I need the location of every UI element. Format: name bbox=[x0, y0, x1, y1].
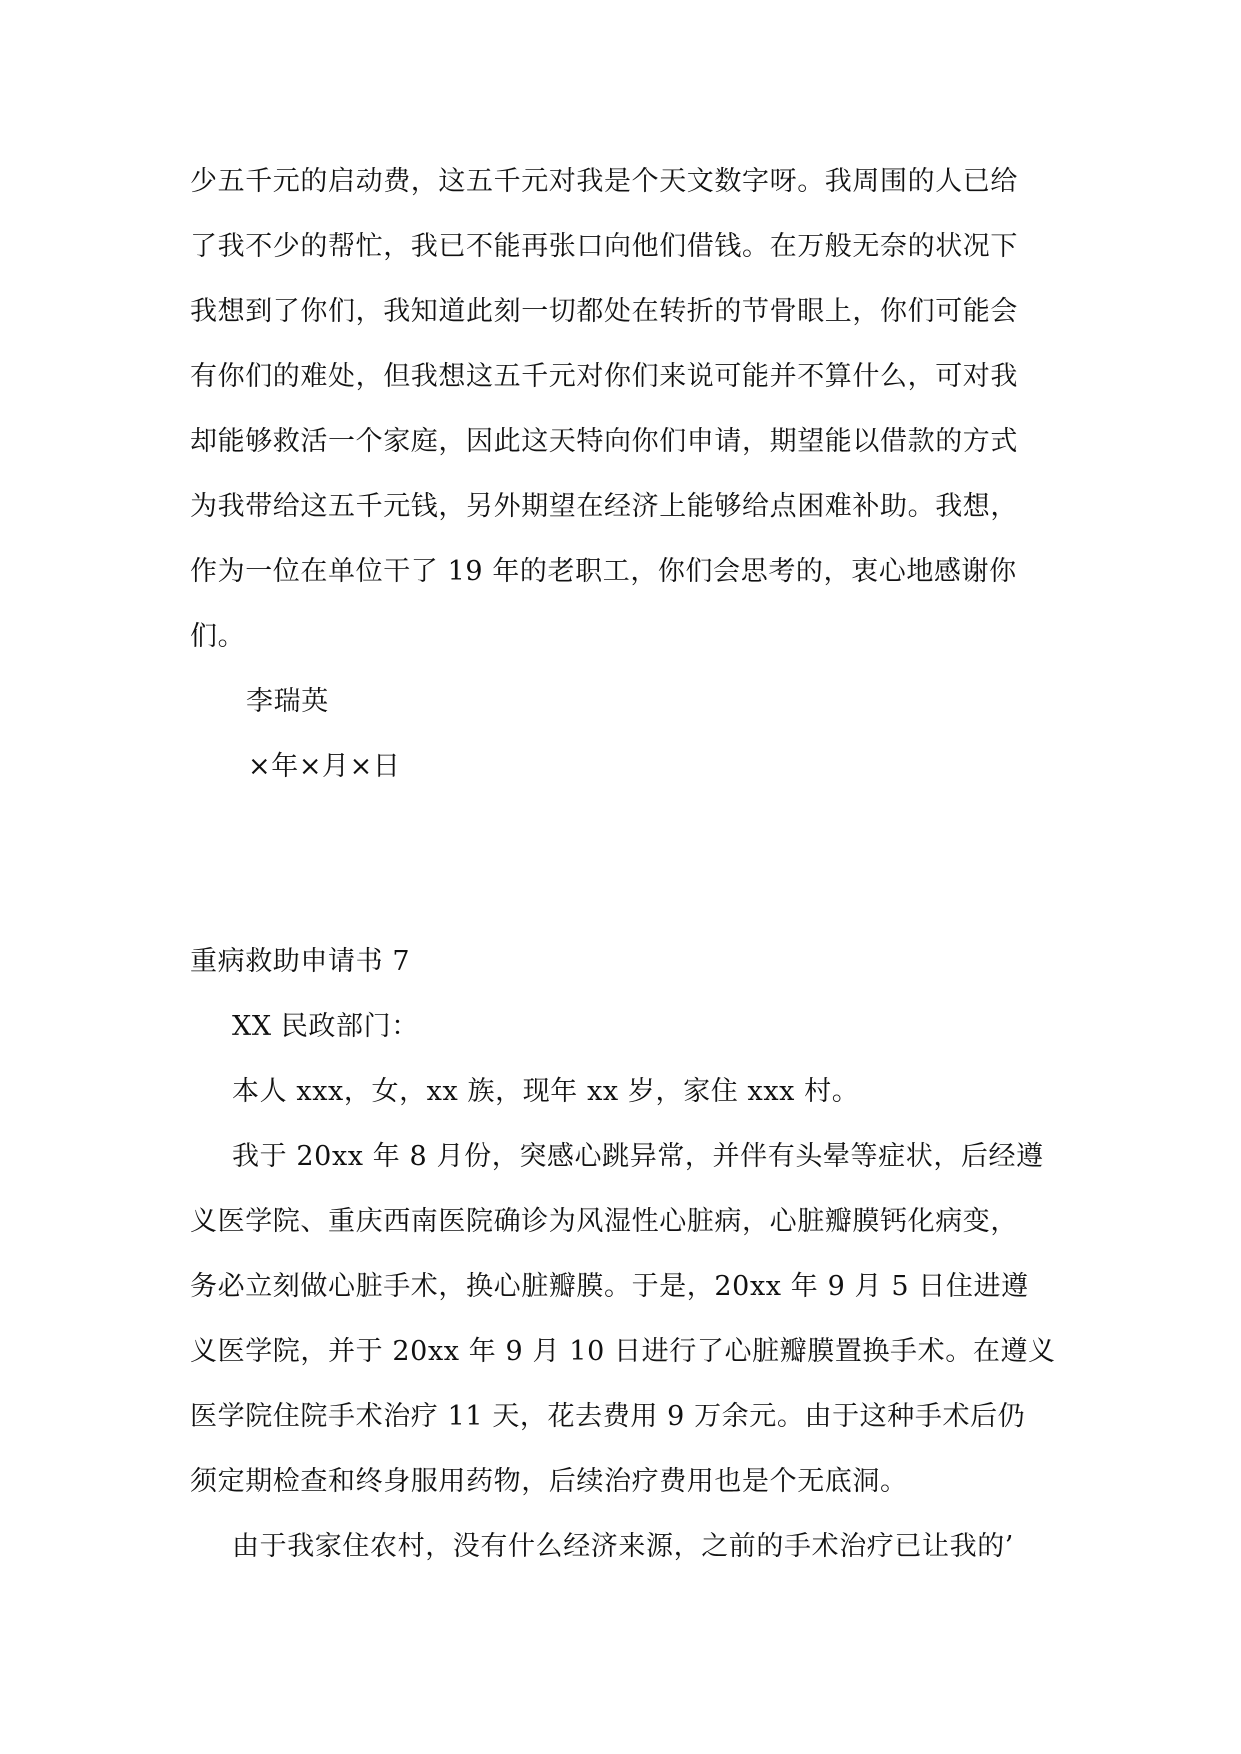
paragraph1-line-6: 须定期检查和终身服用药物，后续治疗费用也是个无底洞。 bbox=[190, 1466, 908, 1497]
paragraph1-line-3: 务必立刻做心脏手术，换心脏瓣膜。于是，20xx 年 9 月 5 日住进遵 bbox=[190, 1271, 1029, 1302]
paragraph2-line-1: 由于我家住农村，没有什么经济来源，之前的手术治疗已让我的’ bbox=[232, 1531, 1014, 1562]
paragraph1-line-5: 医学院住院手术治疗 11 天，花去费用 9 万余元。由于这种手术后仍 bbox=[190, 1401, 1026, 1432]
letter1-line-2: 了我不少的帮忙，我已不能再张口向他们借钱。在万般无奈的状况下 bbox=[190, 231, 1018, 262]
letter1-line-3: 我想到了你们，我知道此刻一切都处在转折的节骨眼上，你们可能会 bbox=[190, 296, 1018, 327]
salutation: XX 民政部门： bbox=[232, 1011, 419, 1042]
letter1-line-7: 作为一位在单位干了 19 年的老职工，你们会思考的，衷心地感谢你 bbox=[190, 556, 1017, 587]
intro-line: 本人 xxx，女，xx 族，现年 xx 岁，家住 xxx 村。 bbox=[232, 1076, 860, 1107]
document-title: 重病救助申请书 7 bbox=[190, 946, 411, 977]
letter1-line-6: 为我带给这五千元钱，另外期望在经济上能够给点困难补助。我想， bbox=[190, 491, 1018, 522]
letter1-line-1: 少五千元的启动费，这五千元对我是个天文数字呀。我周围的人已给 bbox=[190, 166, 1018, 197]
signature-date: ×年×月×日 bbox=[248, 751, 401, 782]
paragraph1-line-2: 义医学院、重庆西南医院确诊为风湿性心脏病，心脏瓣膜钙化病变， bbox=[190, 1206, 1018, 1237]
signature: 李瑞英 bbox=[246, 686, 329, 717]
letter1-line-5: 却能够救活一个家庭，因此这天特向你们申请，期望能以借款的方式 bbox=[190, 426, 1018, 457]
letter1-line-4: 有你们的难处，但我想这五千元对你们来说可能并不算什么，可对我 bbox=[190, 361, 1018, 392]
letter1-line-8: 们。 bbox=[190, 621, 246, 652]
paragraph1-line-4: 义医学院，并于 20xx 年 9 月 10 日进行了心脏瓣膜置换手术。在遵义 bbox=[190, 1336, 1056, 1367]
paragraph1-line-1: 我于 20xx 年 8 月份，突感心跳异常，并伴有头晕等症状，后经遵 bbox=[232, 1141, 1044, 1172]
